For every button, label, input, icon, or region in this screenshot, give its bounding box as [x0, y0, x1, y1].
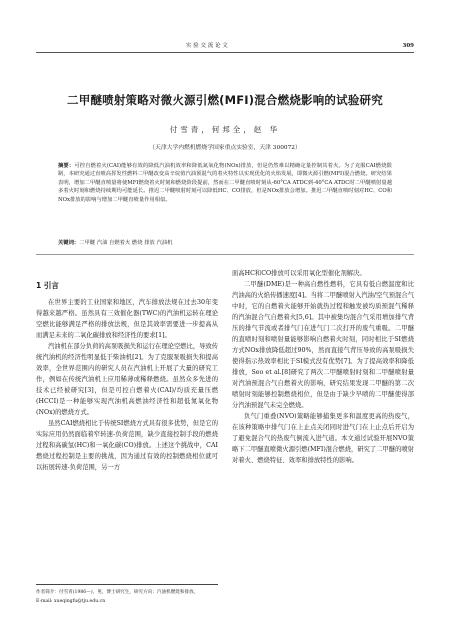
running-header	[36, 40, 414, 53]
left-column	[36, 268, 218, 473]
abstract-label: 摘要：	[58, 163, 75, 169]
body-paragraph: 面高HC和CO排放可以采用氧化型催化剂解决。	[232, 270, 366, 277]
right-column	[232, 268, 414, 466]
body-paragraph: 汽油机在部分负荷的高泵吸损失和运行在理论空燃比，导致传统汽油机的经济性明显低于柴油机[2]。为了克服泵吸损失和提高效率，全世界范围内的研究人员在汽油机上开展了大量的研究工作，例如在传统汽油机上应用稀薄或稀释燃烧。虽然众多先进的技术已经被研究[3]，但是可控自燃着火(CAI)/均质充量压燃(HCCI)是一种能够实现汽油机高燃油经济性和超低氮氧化物(NOx)的燃烧方式。	[36, 343, 219, 416]
body-paragraph: 负气门重叠(NVO)策略能够捕集更多和温度更高的热废气，在该种策略中排气门在上止点关闭同时进气门在上止点后开启为了避免混合气的热废气倒流入进气道。本文通过试验开展NVO策略下二甲醚直喷微火源引燃(MFI)混合燃烧，研究了二甲醚的喷射对着火、燃烧特征、效率和排放特性的影响。	[232, 413, 414, 464]
author-email: E-mail: xueqingfu@tju.edu.cn	[36, 599, 106, 604]
abstract	[58, 162, 392, 204]
abstract-text: 可控自燃着火(CAI)能够有效的降低汽油机效率和降低氮氧化物(NOx)排放，但是仍然难以精确定量控制其着火。为了克服CAI燃烧限制，本研究通过直喷高挥发性燃料二甲醚改变高辛烷值汽油预混气的着火特性以实现优化的火焰发展，即微火源引燃(MFI)混合燃烧。研究结果表明，增加二甲醚直喷量将使MFI燃烧着火时刻和燃烧阶段提前，然而在二甲醚直喷时刻从-60°CA ATDC到-40°CA ATDC时二甲醚喷射量越多着火时刻和燃烧持续期均可能延长。推迟二甲醚喷射时刻可以降低HC、CO排放，但是NOx排放会增加。推迟二甲醚直喷时刻对HC、CO和NOx排放的影响与增加二甲醚直喷量作用相似。	[58, 163, 392, 203]
abstract-divider	[36, 254, 414, 255]
paper-affiliation: （天津大学内燃机燃烧学国家重点实验室，天津 300072）	[149, 145, 301, 151]
body-paragraph: 在世界主要的工业国家和地区，汽车排放法规在过去30年变得越来越严格。虽然具有三效催化器(TWC)的汽油机运转在理论空燃比能够满足严格的排放法规，但是其效率需要进一步提高从而满足未来的二氧化碳排放和经济性的要求[1]。	[36, 299, 218, 339]
keywords-label: 关键词：	[58, 240, 80, 246]
section-heading-introduction: 1 引言	[36, 281, 59, 290]
body-paragraph: 二甲醚(DME)是一种高自燃性燃料，它具有低自燃温度和比汽油高的火焰传播速度[4]。当将二甲醚喷射入汽油/空气预混合气中时，它的自燃着火能够开始就热过程和触发被均质预混气稀释的汽油混合气自燃着火[5,6]。其中被集均混合气采用增加排气背压的排气节流或者排气门在进气门二次打开的废气重吸。二甲醚的直喷时刻和喷射量能够影响自燃着火时刻，同时相比于SI燃烧方式NOx排放降低超过90%，然而直接气背压导致的高泵吸损失使得指示热效率相比于SI模式没有优势[7]。为了提高效率和降低排放，Seo et al.[8]研究了两次二甲醚喷射时刻和二甲醚喷射量对汽油预混合气自燃着火的影响，研究结果发现二甲醚的第二次喷射时刻能够控制燃烧相位，但是由于缺少早喷的二甲醚使得部分汽油预混气未完全燃烧。	[232, 281, 414, 409]
author-footnote	[36, 584, 218, 606]
page-number: 309	[402, 43, 414, 49]
author-bio: 作者简介：付雪青(1986—)，男，博士研究生，研究方向：汽油机燃烧和排放。	[36, 590, 199, 595]
keywords-text: 二甲醚 汽油 自燃着火 燃烧 排放 汽油机	[79, 240, 173, 246]
journal-section-name: 实 验 交 流 论 文	[186, 43, 228, 49]
body-paragraph: 虽然CAI燃烧相比于传统SI燃烧方式具有很多优势，但是它的实际应用仍然面临着窄转速-负荷范围，缺少直接控制手段的燃烧过程和高碳氢(HC)和一氧化碳(CO)排放。上述这个挑战中，CAI燃烧过程控制是主要的挑战，因为通过有效的控制燃烧相位就可以拓展转速-负荷范围，另一方	[36, 420, 218, 471]
paper-authors: 付雪青，何邦全，赵 华	[169, 125, 281, 134]
paper-title: 二甲醚喷射策略对微火源引燃(MFI)混合燃烧影响的试验研究	[67, 93, 383, 107]
keywords	[58, 239, 392, 247]
